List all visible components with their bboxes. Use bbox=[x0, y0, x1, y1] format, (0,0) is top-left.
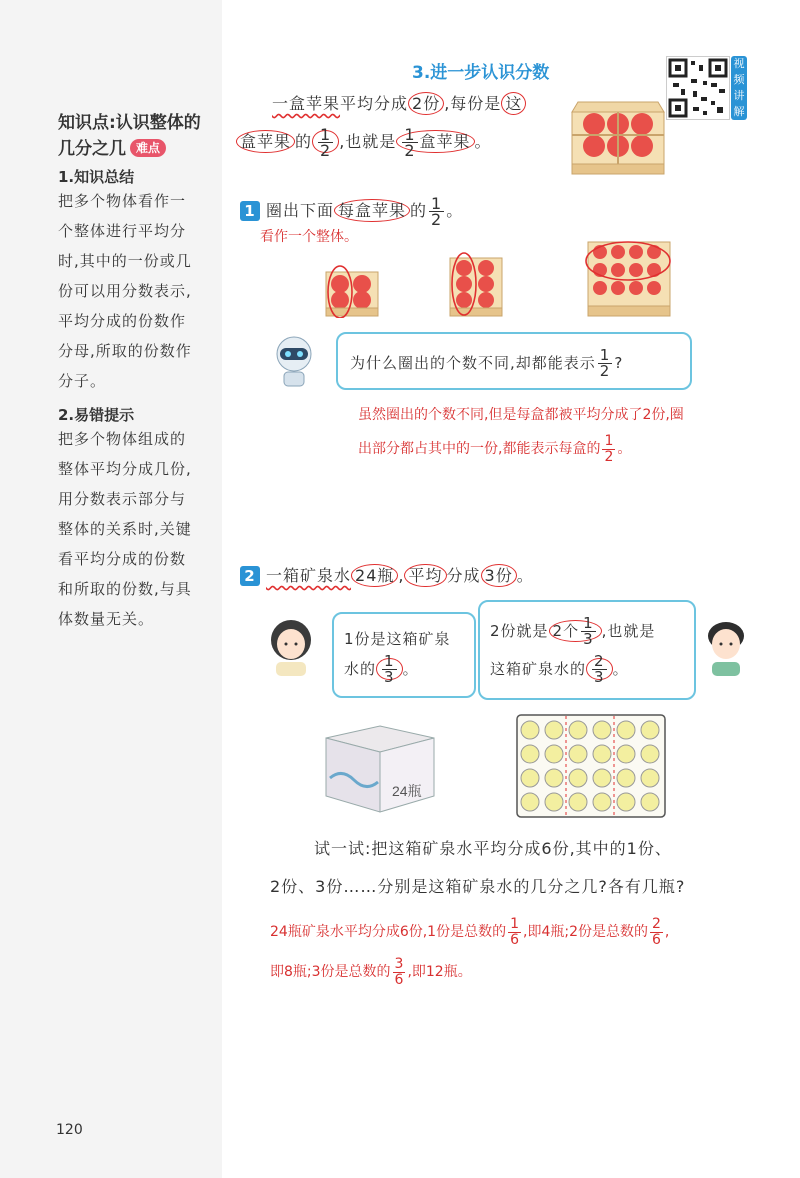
summary-line: 个整体进行平均分 bbox=[58, 222, 187, 240]
fraction-denominator: 3 bbox=[594, 668, 605, 686]
q2-text: 。 bbox=[516, 566, 534, 585]
summary-text bbox=[58, 186, 206, 396]
bottle bbox=[641, 769, 659, 787]
apple-box-12 bbox=[584, 236, 674, 318]
fraction-denominator: 6 bbox=[652, 931, 661, 948]
whole-annotation: 看作一个整体。 bbox=[260, 229, 358, 245]
fraction-numerator: 1 bbox=[384, 652, 395, 670]
girl-speech-bubble bbox=[332, 612, 476, 698]
question-2 bbox=[240, 563, 534, 586]
fraction-numerator: 2 bbox=[594, 652, 605, 670]
intro-phrase: 平均分成 bbox=[340, 94, 409, 113]
bubble-text: 为什么圈出的个数不同,却都能表示 bbox=[350, 354, 596, 372]
q1-answer bbox=[358, 398, 758, 466]
circled-two-parts: 2份 bbox=[408, 92, 444, 115]
try-it-line1: 试一试:把这箱矿泉水平均分成6份,其中的1份、 bbox=[314, 839, 672, 858]
mistake-line: 用分数表示部分与 bbox=[58, 490, 187, 508]
girl-avatar bbox=[264, 614, 318, 678]
bottle bbox=[545, 745, 563, 763]
summary-line: 分母,所取的份数作 bbox=[58, 342, 192, 360]
bottle-grid-tray bbox=[516, 714, 666, 818]
fraction-numerator: 1 bbox=[320, 125, 332, 144]
robot-question bbox=[350, 348, 623, 379]
video-explain-tag[interactable]: 视频讲解 bbox=[731, 56, 747, 120]
fraction-numerator: 3 bbox=[394, 955, 404, 972]
apple-box-illustration bbox=[568, 92, 668, 176]
fraction-denominator: 6 bbox=[510, 931, 520, 948]
bottle bbox=[593, 793, 611, 811]
mistake-line: 看平均分成的份数 bbox=[58, 550, 187, 568]
q2-text: 一箱矿泉水 bbox=[266, 566, 352, 585]
intro-phrase: 。 bbox=[474, 132, 492, 151]
fraction-denominator: 2 bbox=[320, 141, 332, 160]
q1-text: 圈出下面 bbox=[266, 201, 335, 220]
q2-text: , bbox=[398, 566, 405, 585]
answer-line: , bbox=[664, 924, 670, 940]
answer-line: 24瓶矿泉水平均分成6份,1份是总数的 bbox=[270, 924, 507, 940]
q2-answer bbox=[270, 912, 760, 992]
boy-speech-bubble bbox=[478, 600, 696, 700]
bubble-text: ,也就是 bbox=[601, 622, 656, 640]
apple-box-6 bbox=[446, 252, 506, 318]
bottle bbox=[521, 793, 539, 811]
intro-line1 bbox=[272, 90, 526, 118]
bottle bbox=[545, 769, 563, 787]
summary-line: 份可以用分数表示, bbox=[58, 282, 192, 300]
try-it-line2: 2份、3份……分别是这箱矿泉水的几分之几?各有几瓶? bbox=[270, 877, 686, 896]
circled-3-parts: 3份 bbox=[481, 564, 517, 587]
boy-avatar bbox=[700, 616, 752, 678]
robot-speech-bubble bbox=[336, 332, 692, 390]
q1-text: 。 bbox=[446, 201, 464, 220]
bottle bbox=[617, 745, 635, 763]
fraction-denominator: 6 bbox=[394, 971, 404, 988]
fraction-numerator: 2 bbox=[652, 915, 661, 932]
fraction-numerator: 1 bbox=[404, 125, 416, 144]
intro-phrase: 的 bbox=[295, 132, 313, 151]
intro-phrase: ,每份是 bbox=[444, 94, 502, 113]
bottle bbox=[641, 745, 659, 763]
fraction-numerator: 1 bbox=[599, 346, 611, 364]
question-1 bbox=[240, 196, 463, 227]
bottle bbox=[521, 721, 539, 739]
bottle bbox=[593, 721, 611, 739]
answer-line: ,即12瓶。 bbox=[407, 964, 472, 980]
fraction-numerator: 1 bbox=[583, 614, 594, 632]
fraction-denominator: 3 bbox=[384, 668, 395, 686]
fraction-numerator: 1 bbox=[604, 432, 614, 449]
knowledge-point-title bbox=[58, 110, 218, 162]
circled-box-of-apples: 盒苹果 bbox=[236, 130, 295, 153]
mistake-line: 把多个物体组成的 bbox=[58, 430, 187, 448]
intro-phrase: 盒苹果 bbox=[419, 132, 471, 151]
mistake-line: 体数量无关。 bbox=[58, 610, 155, 628]
section-title: 3.进一步认识分数 bbox=[412, 63, 550, 83]
circled-this: 这 bbox=[501, 92, 526, 115]
answer-line: 。 bbox=[617, 441, 632, 457]
bottle bbox=[545, 721, 563, 739]
knowledge-title-line1: 知识点:认识整体的 bbox=[58, 113, 201, 133]
bottle bbox=[593, 745, 611, 763]
fraction-numerator: 1 bbox=[431, 194, 443, 213]
intro-phrase: 一盒苹果 bbox=[272, 94, 341, 113]
intro-phrase: ,也就是 bbox=[339, 132, 397, 151]
intro-line2 bbox=[236, 127, 492, 158]
girl-statement bbox=[344, 624, 451, 685]
bubble-text: 2份就是 bbox=[490, 622, 549, 640]
fraction-denominator: 2 bbox=[431, 210, 443, 229]
bottle bbox=[641, 793, 659, 811]
summary-line: 时,其中的一份或几 bbox=[58, 252, 192, 270]
circled-24-bottles: 24瓶 bbox=[351, 564, 398, 587]
answer-line: 虽然圈出的个数不同,但是每盒都被平均分成了2份,圈 bbox=[358, 407, 684, 423]
bottle bbox=[617, 793, 635, 811]
bottle bbox=[569, 793, 587, 811]
robot-avatar bbox=[268, 334, 320, 390]
water-carton-illustration bbox=[322, 716, 438, 816]
q1-text: 的 bbox=[410, 201, 428, 220]
bottle bbox=[617, 721, 635, 739]
mistake-line: 整体平均分成几份, bbox=[58, 460, 192, 478]
bubble-text: ? bbox=[614, 354, 624, 372]
page-number: 120 bbox=[56, 1122, 83, 1138]
question-number-badge: 1 bbox=[240, 201, 260, 221]
bottle bbox=[521, 769, 539, 787]
answer-line: 即8瓶;3份是总数的 bbox=[270, 964, 391, 980]
bottle bbox=[641, 721, 659, 739]
fraction-denominator: 2 bbox=[599, 362, 611, 380]
boy-statement bbox=[490, 612, 655, 688]
fraction-numerator: 1 bbox=[510, 915, 520, 932]
mistake-line: 和所取的份数,与具 bbox=[58, 580, 192, 598]
summary-line: 平均分成的份数作 bbox=[58, 312, 187, 330]
bottle bbox=[569, 745, 587, 763]
bubble-text: 1份是这箱矿泉 bbox=[344, 630, 451, 648]
answer-line: ,即4瓶;2份是总数的 bbox=[523, 924, 648, 940]
bubble-text: 。 bbox=[402, 660, 419, 678]
summary-line: 把多个物体看作一 bbox=[58, 192, 187, 210]
fraction-denominator: 2 bbox=[604, 448, 614, 465]
difficulty-badge: 难点 bbox=[130, 139, 166, 157]
summary-heading: 1.知识总结 bbox=[58, 168, 135, 186]
mistake-heading: 2.易错提示 bbox=[58, 406, 135, 424]
bubble-text: 这箱矿泉水的 bbox=[490, 660, 587, 678]
fraction-denominator: 2 bbox=[404, 141, 416, 160]
bottle bbox=[545, 793, 563, 811]
bottle bbox=[617, 769, 635, 787]
bottle bbox=[569, 769, 587, 787]
apple-box-2 bbox=[322, 264, 382, 318]
circled-evenly: 平均 bbox=[404, 564, 446, 587]
answer-line: 出部分都占其中的一份,都能表示每盒的 bbox=[358, 441, 601, 457]
mistake-line: 整体的关系时,关键 bbox=[58, 520, 192, 538]
qr-code-icon[interactable] bbox=[666, 56, 730, 120]
summary-line: 分子。 bbox=[58, 372, 107, 390]
mistake-text bbox=[58, 424, 206, 634]
bottle bbox=[569, 721, 587, 739]
knowledge-title-line2: 几分之几 bbox=[58, 139, 126, 159]
carton-label: 24瓶 bbox=[392, 783, 422, 799]
bottle bbox=[593, 769, 611, 787]
bubble-text: 。 bbox=[612, 660, 629, 678]
question-number-badge: 2 bbox=[240, 566, 260, 586]
circled-each-box: 每盒苹果 bbox=[334, 199, 410, 222]
q2-text: 分成 bbox=[446, 566, 481, 585]
bubble-text: 2个 bbox=[552, 622, 580, 640]
fraction-denominator: 3 bbox=[583, 630, 594, 648]
bubble-text: 水的 bbox=[344, 660, 377, 678]
bottle bbox=[521, 745, 539, 763]
